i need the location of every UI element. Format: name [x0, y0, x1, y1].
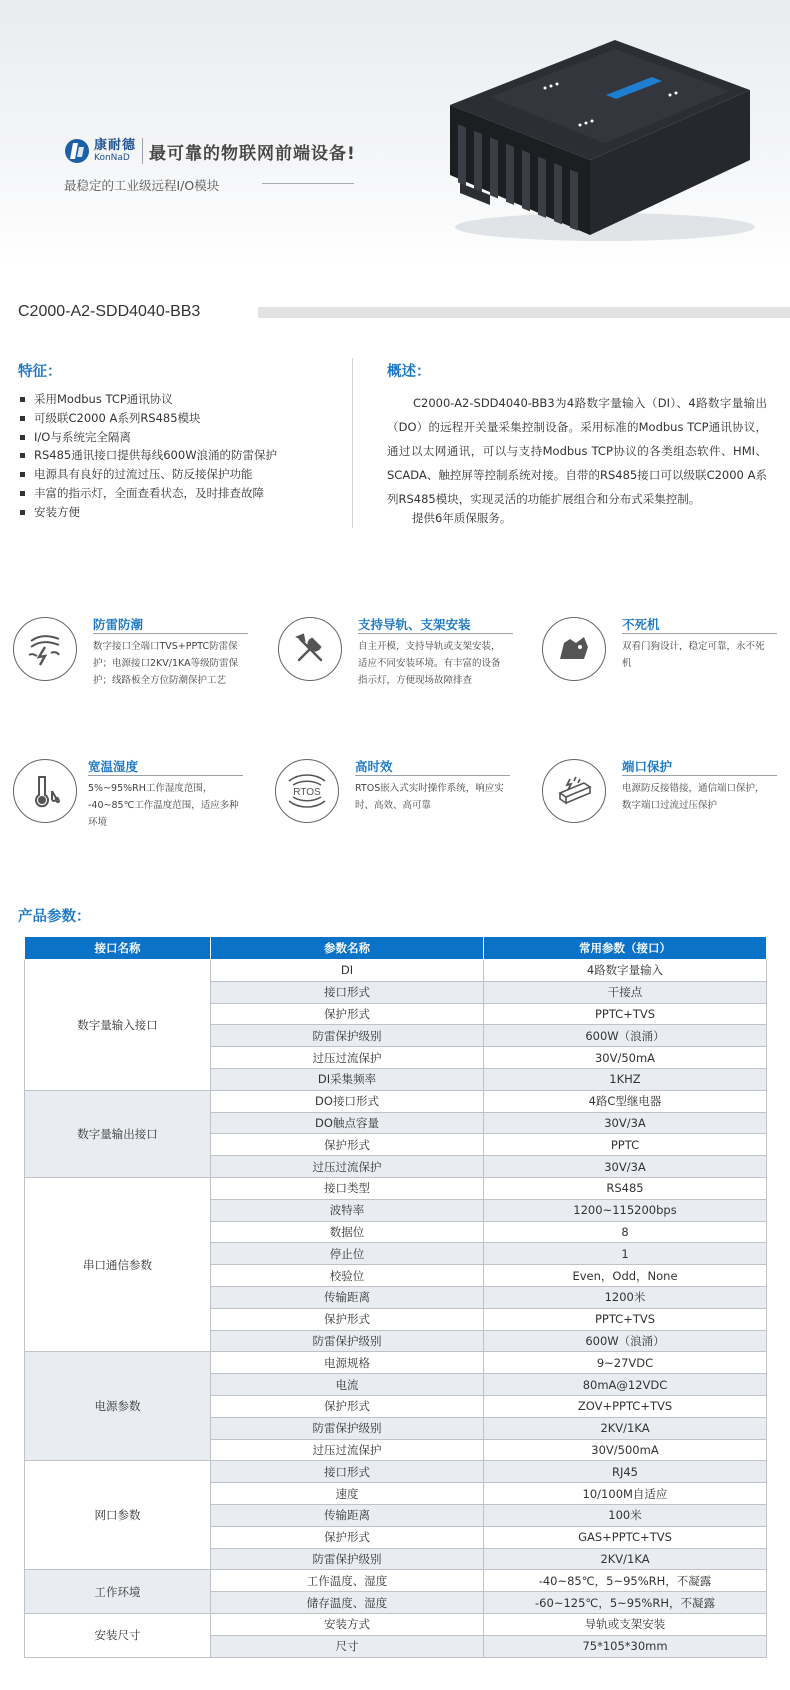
highlight-underline [88, 775, 243, 776]
list-item: 采用Modbus TCP通讯协议 [20, 390, 277, 409]
highlight-title: 高时效 [355, 759, 393, 774]
group-name-cell: 网口参数 [25, 1461, 211, 1570]
param-name-cell: 储存温度、湿度 [211, 1592, 484, 1614]
highlight-title: 不死机 [622, 617, 660, 632]
table-row [25, 1352, 767, 1374]
param-value-cell: 75*105*30mm [484, 1635, 767, 1657]
param-value-cell: 600W（浪涌） [484, 1330, 767, 1352]
highlight-desc [358, 638, 528, 689]
section-divider [352, 358, 353, 528]
param-value-cell: 30V/50mA [484, 1047, 767, 1069]
model-divider-bar [258, 307, 790, 318]
dog-icon [542, 617, 606, 681]
group-name-cell: 串口通信参数 [25, 1177, 211, 1351]
highlight-desc [93, 638, 263, 689]
sub-slogan: 最稳定的工业级远程I/O模块 [64, 178, 220, 193]
list-item: RS485通讯接口提供每线600W浪涌的防雷保护 [20, 446, 277, 465]
table-row [25, 1613, 767, 1635]
param-value-cell: 9~27VDC [484, 1352, 767, 1374]
param-name-cell: 数据位 [211, 1221, 484, 1243]
features-list [20, 390, 277, 522]
highlight-desc-line: 电源防反接错接，通信端口保护， [622, 783, 765, 794]
highlight-desc-line: 护；电源接口2KV/1KA等级防雷保 [93, 658, 239, 669]
param-value-cell: 10/100M自适应 [484, 1483, 767, 1505]
highlight-desc-line: 指示灯，方便现场故障排查 [358, 675, 473, 686]
highlight-desc [88, 780, 258, 831]
param-name-cell: 过压过流保护 [211, 1047, 484, 1069]
params-table [24, 936, 767, 1658]
table-row [25, 1090, 767, 1112]
param-name-cell: 传输距离 [211, 1286, 484, 1308]
param-name-cell: 防雷保护级别 [211, 1025, 484, 1047]
features-title: 特征： [18, 364, 62, 380]
list-item: 电源具有良好的过流过压、防反接保护功能 [20, 465, 277, 484]
param-value-cell: 30V/3A [484, 1156, 767, 1178]
param-value-cell: 600W（浪涌） [484, 1025, 767, 1047]
highlight-desc [355, 780, 525, 814]
table-row [25, 1177, 767, 1199]
slogan: 最可靠的物联网前端设备! [149, 143, 356, 164]
brand-name-en: KonNaD [94, 153, 130, 163]
param-name-cell: 保护形式 [211, 1526, 484, 1548]
highlight-desc-line: 数字接口全端口TVS+PPTC防雷保 [93, 641, 238, 652]
thermometer-icon [13, 759, 77, 823]
param-name-cell: 接口形式 [211, 1461, 484, 1483]
param-value-cell: PPTC+TVS [484, 1308, 767, 1330]
product-image [430, 35, 760, 245]
rtos-label: RTOS [293, 787, 321, 798]
param-value-cell: 100米 [484, 1504, 767, 1526]
param-name-cell: 保护形式 [211, 1003, 484, 1025]
highlight-desc-line: 自主开模，支持导轨或支架安装， [358, 641, 501, 652]
highlight-desc-line: 双看门狗设计，稳定可靠，永不死 [622, 641, 765, 652]
param-value-cell: PPTC [484, 1134, 767, 1156]
param-name-cell: 保护形式 [211, 1134, 484, 1156]
warranty-text: 提供6年质保服务。 [412, 511, 512, 525]
highlight-underline [622, 633, 777, 634]
param-value-cell: RJ45 [484, 1461, 767, 1483]
table-row [25, 1570, 767, 1592]
param-name-cell: 防雷保护级别 [211, 1417, 484, 1439]
highlight-desc-line: 时、高效、高可靠 [355, 800, 432, 811]
param-name-cell: 接口形式 [211, 981, 484, 1003]
lightning-moisture-icon [13, 617, 77, 681]
highlight-desc-line: -40~85℃工作温度范围，适应多种 [88, 800, 239, 811]
param-value-cell: 1200米 [484, 1286, 767, 1308]
param-name-cell: 保护形式 [211, 1395, 484, 1417]
param-value-cell: -40~85℃，5~95%RH，不凝露 [484, 1570, 767, 1592]
sub-slogan-line [262, 183, 354, 184]
param-value-cell: Even，Odd，None [484, 1265, 767, 1287]
highlight-desc-line: 适应不同安装环境。有丰富的设备 [358, 658, 501, 669]
overview-text: C2000-A2-SDD4040-BB3为4路数字量输入（DI）、4路数字量输出（DO）的远程开关量采集控制设备。采用标准的Modbus TCP通讯协议，通过以太网通讯，可以与支持Modbus TCP协议的各类组态软件、HMI、SCADA、触控屏等控制系统对接。自带的RS485接口可以级联C2000 A系列RS485模块，实现灵活的功能扩展组合和分布式采集控制。 [387, 396, 767, 506]
param-name-cell: 安装方式 [211, 1613, 484, 1635]
param-value-cell: 4路数字量输入 [484, 960, 767, 982]
list-item: I/O与系统完全隔离 [20, 428, 277, 447]
list-item: 安装方便 [20, 503, 277, 522]
param-value-cell: 1200~115200bps [484, 1199, 767, 1221]
table-row [25, 1461, 767, 1483]
param-name-cell: 过压过流保护 [211, 1156, 484, 1178]
logo-divider [142, 138, 143, 164]
group-name-cell: 工作环境 [25, 1570, 211, 1614]
param-name-cell: 电源规格 [211, 1352, 484, 1374]
list-item: 可级联C2000 A系列RS485模块 [20, 409, 277, 428]
highlight-desc-line: 护；线路板全方位防潮保护工艺 [93, 675, 227, 686]
port-protect-icon [542, 759, 606, 823]
brand-logo [64, 138, 356, 164]
param-value-cell: 1 [484, 1243, 767, 1265]
param-name-cell: 停止位 [211, 1243, 484, 1265]
highlight-desc [622, 780, 787, 814]
highlight-title: 宽温湿度 [88, 759, 139, 774]
param-name-cell: 速度 [211, 1483, 484, 1505]
rtos-icon [275, 759, 339, 823]
table-row [25, 960, 767, 982]
group-name-cell: 数字量输出接口 [25, 1090, 211, 1177]
param-value-cell: 干接点 [484, 981, 767, 1003]
param-value-cell: 30V/500mA [484, 1439, 767, 1461]
param-value-cell: 80mA@12VDC [484, 1374, 767, 1396]
param-name-cell: 尺寸 [211, 1635, 484, 1657]
param-name-cell: 保护形式 [211, 1308, 484, 1330]
param-value-cell: 1KHZ [484, 1068, 767, 1090]
highlight-underline [622, 775, 777, 776]
param-name-cell: 校验位 [211, 1265, 484, 1287]
highlight-desc-line: 环境 [88, 817, 108, 828]
column-header: 参数名称 [211, 937, 484, 960]
overview-title: 概述： [387, 364, 431, 380]
highlight-desc-line: RTOS嵌入式实时操作系统，响应实 [355, 783, 504, 794]
highlight-desc-line: 数字端口过流过压保护 [622, 800, 718, 811]
group-name-cell: 数字量输入接口 [25, 960, 211, 1091]
tools-icon [278, 617, 342, 681]
highlight-title: 防雷防潮 [93, 617, 144, 632]
param-value-cell: ZOV+PPTC+TVS [484, 1395, 767, 1417]
group-name-cell: 电源参数 [25, 1352, 211, 1461]
param-name-cell: DI采集频率 [211, 1068, 484, 1090]
param-value-cell: 8 [484, 1221, 767, 1243]
column-header: 常用参数（接口） [484, 937, 767, 960]
param-value-cell: 导轨或支架安装 [484, 1613, 767, 1635]
list-item: 丰富的指示灯，全面查看状态，及时排查故障 [20, 484, 277, 503]
brand-name-cn: 康耐德 [94, 138, 137, 153]
param-name-cell: 电流 [211, 1374, 484, 1396]
param-name-cell: 工作温度、湿度 [211, 1570, 484, 1592]
highlight-desc-line: 机 [622, 658, 632, 669]
column-header: 接口名称 [25, 937, 211, 960]
param-name-cell: 防雷保护级别 [211, 1330, 484, 1352]
konnad-logo-icon [64, 138, 90, 164]
param-value-cell: 2KV/1KA [484, 1548, 767, 1570]
highlight-title: 端口保护 [622, 759, 673, 774]
params-title: 产品参数： [18, 909, 91, 925]
param-value-cell: RS485 [484, 1177, 767, 1199]
param-name-cell: DO接口形式 [211, 1090, 484, 1112]
param-value-cell: -60~125℃，5~95%RH，不凝露 [484, 1592, 767, 1614]
highlight-underline [358, 633, 513, 634]
param-name-cell: 接口类型 [211, 1177, 484, 1199]
param-value-cell: 4路C型继电器 [484, 1090, 767, 1112]
table-header-row [25, 937, 767, 960]
highlight-title: 支持导轨、支架安装 [358, 617, 471, 632]
param-name-cell: DI [211, 960, 484, 982]
param-value-cell: GAS+PPTC+TVS [484, 1526, 767, 1548]
product-model: C2000-A2-SDD4040-BB3 [18, 303, 201, 320]
param-name-cell: 波特率 [211, 1199, 484, 1221]
highlight-underline [93, 633, 248, 634]
param-name-cell: 传输距离 [211, 1504, 484, 1526]
param-name-cell: 防雷保护级别 [211, 1548, 484, 1570]
param-value-cell: 2KV/1KA [484, 1417, 767, 1439]
highlight-desc [622, 638, 782, 672]
param-name-cell: DO触点容量 [211, 1112, 484, 1134]
param-value-cell: 30V/3A [484, 1112, 767, 1134]
param-name-cell: 过压过流保护 [211, 1439, 484, 1461]
highlight-underline [355, 775, 510, 776]
param-value-cell: PPTC+TVS [484, 1003, 767, 1025]
highlight-desc-line: 5%~95%RH工作湿度范围， [88, 783, 213, 794]
group-name-cell: 安装尺寸 [25, 1613, 211, 1657]
